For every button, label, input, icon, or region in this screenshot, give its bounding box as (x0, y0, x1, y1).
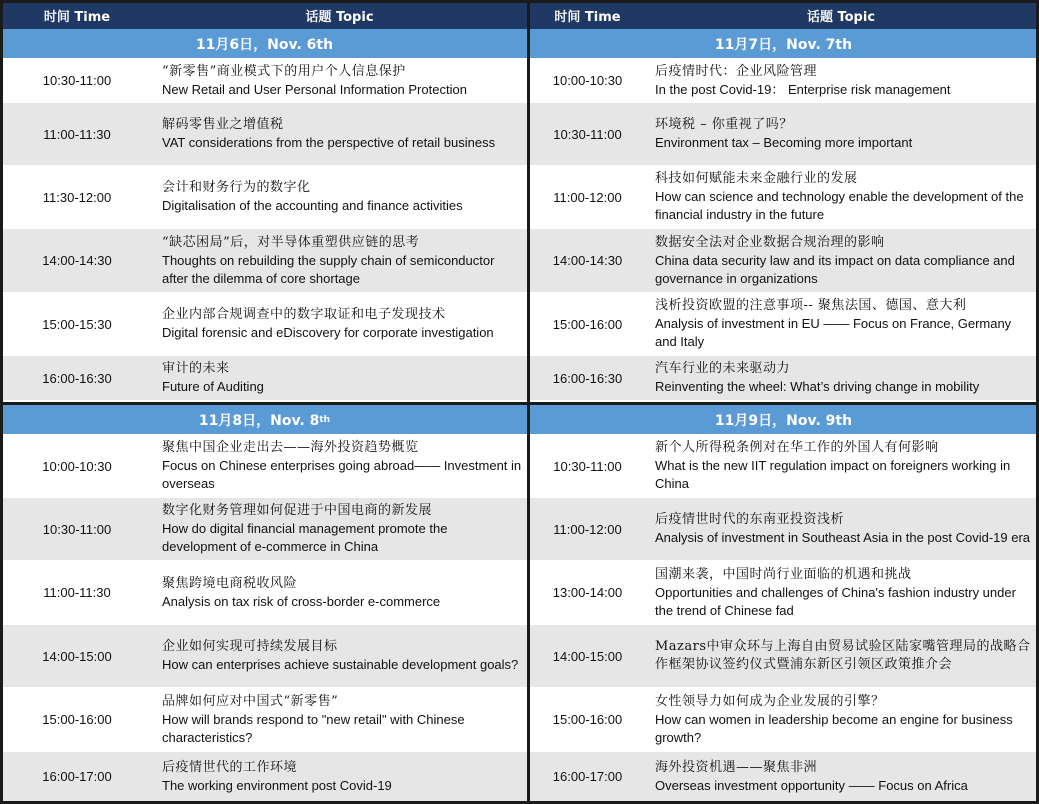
date-label: 11月9日，Nov. 9th (714, 412, 853, 429)
session-time: 16:00-17:00 (42, 769, 112, 784)
table-row (2, 356, 527, 401)
table-row (530, 561, 1037, 625)
table-row (2, 561, 527, 625)
table-row (530, 229, 1037, 293)
session-topic (152, 439, 527, 493)
topic-zh: 后疫情世代的工作环境 (162, 759, 298, 775)
topic-en: Analysis of investment in EU —— Focus on France, Germany and Italy (655, 316, 1012, 349)
session-topic (645, 638, 1037, 674)
session-time: 16:00-16:30 (552, 370, 623, 386)
session-time: 10:00-10:30 (552, 73, 623, 88)
session-time: 15:00-16:00 (42, 712, 112, 727)
header-topic: 话题 Topic (305, 10, 374, 25)
topic-en: The working environment post Covid-19 (162, 777, 392, 793)
session-topic (645, 693, 1037, 747)
session-topic (645, 360, 1037, 396)
session-topic (645, 511, 1037, 547)
horizontal-divider (0, 402, 1039, 405)
topic-en: How can women in leadership become an engine for business growth? (655, 711, 1013, 745)
topic-en: Focus on Chinese enterprises going abroad—— Investment in overseas (162, 458, 522, 491)
table-row (530, 356, 1037, 401)
topic-en: New Retail and User Personal Information Protection (162, 81, 467, 97)
topic-en: In the post Covid-19： Enterprise risk management (655, 81, 951, 97)
table-header (530, 2, 1037, 29)
session-time: 15:00-16:00 (552, 712, 623, 727)
session-time: 11:30-12:00 (42, 189, 112, 205)
session-topic (152, 575, 527, 611)
table-row (2, 688, 527, 752)
table-row (2, 229, 527, 293)
topic-zh: “新零售”商业模式下的用户个人信息保护 (162, 63, 406, 79)
session-time: 10:30-11:00 (42, 521, 112, 537)
session-topic (645, 759, 1037, 795)
session-time: 14:00-14:30 (552, 253, 623, 268)
session-topic (152, 116, 527, 152)
session-topic (152, 360, 527, 396)
session-time: 10:30-11:00 (553, 458, 622, 474)
table-row (2, 435, 527, 498)
topic-zh: 后疫情时代：企业风险管理 (655, 63, 818, 79)
table-row (2, 166, 527, 229)
table-row (2, 59, 527, 103)
schedule-panel-nov9 (530, 405, 1037, 802)
session-topic (152, 693, 527, 747)
topic-zh: 企业内部合规调查中的数字取证和电子发现技术 (162, 307, 446, 322)
header-topic: 话题 Topic (806, 10, 876, 25)
topic-en: Analysis on tax risk of cross-border e-commerce (162, 593, 441, 609)
topic-zh: 会计和财务行为的数字化 (162, 180, 311, 195)
table-row (530, 688, 1037, 752)
schedule-panel-nov6 (2, 2, 527, 402)
table-row (2, 752, 527, 802)
session-topic (152, 759, 527, 795)
session-topic (645, 439, 1037, 493)
topic-zh: 国潮来袭，中国时尚行业面临的机遇和挑战 (655, 566, 912, 582)
topic-en: Digital forensic and eDiscovery for corporate investigation (162, 325, 494, 340)
table-row (530, 103, 1037, 166)
topic-en: How will brands respond to "new retail" with Chinese characteristics? (162, 711, 465, 745)
session-time: 16:00-17:00 (552, 769, 623, 784)
table-row (530, 59, 1037, 103)
session-time: 14:00-15:00 (42, 648, 112, 664)
topic-zh: 女性领导力如何成为企业发展的引擎？ (655, 693, 885, 709)
topic-en: Analysis of investment in Southeast Asia in the post Covid-19 era (655, 530, 1031, 545)
session-time: 11:00-11:30 (43, 585, 111, 600)
table-header (2, 2, 527, 29)
topic-zh: 解码零售业之增值税 (162, 117, 284, 132)
topic-zh: 海外投资机遇——聚焦非洲 (655, 759, 818, 775)
session-time: 14:00-15:00 (552, 648, 623, 664)
session-topic (152, 306, 527, 342)
topic-zh: 品牌如何应对中国式“新零售” (162, 693, 339, 709)
session-time: 16:00-16:30 (42, 370, 112, 386)
topic-zh: 企业如何实现可持续发展目标 (162, 639, 338, 654)
table-row (530, 752, 1037, 802)
session-topic (152, 63, 527, 99)
topic-zh: 后疫情世时代的东南亚投资浅析 (655, 512, 845, 527)
table-row (2, 103, 527, 166)
date-label: 11月7日，Nov. 7th (714, 36, 853, 53)
topic-en: How do digital financial management promote the development of e-commerce in China (162, 521, 448, 554)
session-time: 10:30-11:00 (42, 73, 112, 88)
topic-en: Overseas investment opportunity —— Focus on Africa (655, 777, 968, 793)
session-topic (645, 566, 1037, 620)
topic-en: Reinventing the wheel: What’s driving change in mobility (655, 379, 980, 394)
topic-zh: 聚焦跨境电商税收风险 (162, 575, 298, 591)
topic-zh: 浅析投资欧盟的注意事项-- 聚焦法国、德国、意大利 (655, 298, 967, 313)
session-topic (645, 297, 1037, 351)
topic-en: Environment tax – Becoming more important (655, 135, 913, 150)
table-row (2, 293, 527, 356)
topic-zh: 数据安全法对企业数据合规治理的影响 (655, 234, 885, 250)
session-time: 15:00-15:30 (42, 316, 112, 332)
table-row (530, 625, 1037, 688)
date-header (2, 29, 527, 59)
session-topic (645, 170, 1037, 224)
topic-zh: 聚焦中国企业走出去——海外投资趋势概览 (162, 440, 419, 455)
topic-en: How can enterprises achieve sustainable development goals? (162, 657, 519, 672)
topic-zh: 数字化财务管理如何促进于中国电商的新发展 (162, 503, 433, 518)
session-topic (152, 179, 527, 215)
topic-en: How can science and technology enable the development of the financial industry in the future (655, 189, 1024, 222)
session-topic (152, 234, 527, 288)
topic-en: China data security law and its impact on data compliance and governance in organizations (655, 252, 1015, 286)
session-topic (645, 234, 1037, 288)
topic-zh: 科技如何赋能未来金融行业的发展 (655, 171, 858, 186)
session-time: 14:00-14:30 (42, 253, 112, 268)
topic-zh: 环境税 – 你重视了吗？ (655, 117, 793, 132)
topic-en: Future of Auditing (162, 379, 264, 394)
topic-en: VAT considerations from the perspective of retail business (162, 135, 496, 150)
date-header (530, 29, 1037, 59)
topic-zh: 审计的未来 (162, 361, 230, 376)
date-label: 11月8日，Nov. 8 (198, 412, 320, 429)
session-time: 15:00-16:00 (552, 316, 623, 332)
session-topic (152, 502, 527, 556)
topic-zh: “缺芯困局”后，对半导体重塑供应链的思考 (162, 234, 420, 250)
table-row (2, 498, 527, 561)
date-header (530, 405, 1037, 435)
schedule-panel-nov7 (530, 2, 1037, 402)
header-time: 时间 Time (554, 10, 621, 25)
date-label: 11月6日，Nov. 6th (195, 36, 334, 53)
session-time: 10:00-10:30 (42, 458, 112, 474)
topic-zh: 新个人所得税条例对在华工作的外国人有何影响 (655, 440, 939, 455)
session-time: 11:00-12:00 (553, 189, 622, 205)
session-topic (645, 116, 1037, 152)
topic-en: Opportunities and challenges of China's fashion industry under the trend of Chinese fad (655, 584, 1016, 618)
topic-en: Digitalisation of the accounting and finance activities (162, 198, 463, 213)
topic-en: Thoughts on rebuilding the supply chain of semiconductor after the dilemma of core shortage (162, 252, 495, 286)
topic-zh: 汽车行业的未来驱动力 (655, 361, 791, 376)
table-row (2, 625, 527, 688)
table-row (530, 435, 1037, 498)
header-time: 时间 Time (43, 10, 111, 25)
session-time: 11:00-12:00 (553, 521, 622, 537)
topic-zh: Mazars中审众环与上海自由贸易试验区陆家嘴管理局的战略合作框架协议签约仪式暨浦东新区引领区政策推介会 (655, 639, 1031, 672)
session-time: 11:00-11:30 (43, 126, 111, 142)
date-header: 11月8日，Nov. 8 th (2, 405, 527, 435)
session-topic (645, 63, 1037, 99)
table-row (530, 293, 1037, 356)
topic-en: What is the new IIT regulation impact on foreigners working in China (655, 458, 1011, 491)
session-topic (152, 638, 527, 674)
table-row (530, 166, 1037, 229)
table-row (530, 498, 1037, 561)
schedule-panel-nov8 (2, 405, 527, 802)
session-time: 13:00-14:00 (552, 585, 623, 600)
session-time: 10:30-11:00 (553, 126, 622, 142)
